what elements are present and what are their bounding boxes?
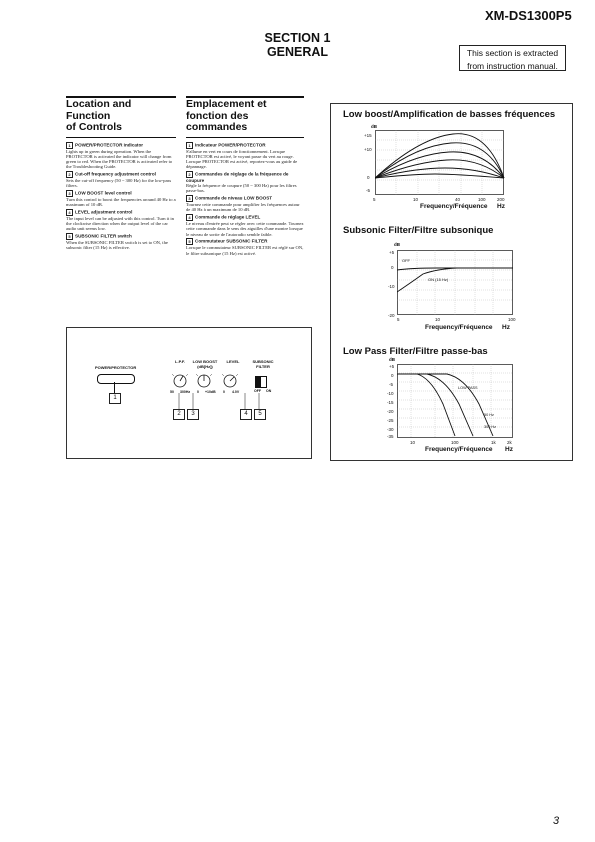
lowpass-ytick-neg25: -25 (387, 418, 394, 423)
english-item-text: The input level can be adjusted with this control. Turn it in the clockwise direction when the output level of the car audio unit seems low. (66, 215, 174, 232)
lowpass-ylabel: dB (389, 357, 395, 362)
lowboost-ytick-neg5: -5 (366, 188, 371, 193)
english-item-number: 1 (66, 142, 73, 149)
switch-off-label: OFF (254, 389, 261, 393)
english-heading-line-1: Location and Function (66, 98, 132, 122)
level-scale-max: 4.0V (232, 390, 240, 394)
english-item-number: 2 (66, 171, 73, 178)
english-item-text: Turn this control to boost the frequencies around 40 Hz to a maximum of 10 dB. (66, 196, 176, 208)
french-item-title (186, 171, 304, 183)
extract-note (459, 45, 566, 71)
lowpass-xunit: Hz (505, 446, 513, 453)
power-label: POWER/PROTECTOR (95, 365, 137, 370)
french-item-title (186, 142, 304, 149)
level-label: LEVEL (226, 359, 240, 364)
lowpass-ytick-neg20: -20 (387, 409, 394, 414)
english-item-title-text: POWER/PROTECTOR indicator (75, 142, 144, 148)
english-heading-line-2: of Controls (66, 121, 122, 133)
french-item-title (186, 195, 304, 202)
french-item-number: 4 (186, 214, 193, 221)
french-item-title-text: Commande de réglage LEVEL (195, 214, 261, 220)
lowboost-label-1: LOW BOOST (192, 359, 218, 364)
lowpass-graph (397, 364, 514, 439)
french-heading-line-2: fonction des commandes (186, 109, 249, 133)
lowboost-title: Low boost/Amplification de basses fréquences (343, 109, 556, 120)
lowboost-xtick-10: 10 (413, 197, 419, 202)
subsonic-label (248, 360, 278, 369)
english-item (66, 171, 176, 188)
switch-on-label: ON (266, 389, 272, 393)
callout-5: 5 (254, 409, 266, 420)
lowboost-label (190, 360, 220, 369)
french-item-title-text: Commandes de réglage de la fréquence de coupure (186, 171, 289, 183)
english-item-title-text: LOW BOOST level control (75, 190, 132, 196)
lowboost-ytick-0: 0 (367, 175, 370, 180)
lpf-scale-max: 300Hz (180, 390, 191, 394)
english-item-text: Sets the cut-off frequency (50 ~ 300 Hz) for the low-pass filters. (66, 177, 172, 189)
french-item (186, 142, 304, 170)
subsonic-ytick-0: 0 (391, 265, 394, 270)
lowboost-graph (375, 130, 505, 196)
subsonic-ytick-20: -20 (388, 313, 395, 318)
french-item (186, 214, 304, 237)
french-item (186, 171, 304, 194)
lowboost-ytick-10: +10 (364, 147, 372, 152)
lowpass-ytick-0: 0 (391, 373, 394, 378)
lowpass-ytick-neg5: -5 (389, 382, 394, 387)
french-column (186, 96, 304, 257)
lowpass-xtick-1k: 1k (491, 440, 496, 445)
level-scale-min: 0 (223, 390, 225, 394)
note-line-1: This section is extracted (466, 48, 559, 58)
page-number: 3 (553, 815, 560, 827)
french-item-text: Lorsque le commutateur SUBSONIC FILTER est réglé sur ON, le filtre subsonique (15 Hz) est activé. (186, 245, 304, 256)
lowpass-ytick-neg30: -30 (387, 427, 394, 432)
lowpass-ytick-neg35: -35 (387, 434, 394, 439)
english-item-text: Lights up in green during operation. When the PROTECTOR is activated the indicator will change from green to red. When the PROTECTOR is activated refer to the Troubleshooting Guide. (66, 148, 173, 170)
subsonic-switch[interactable] (255, 376, 267, 388)
lowpass-label-50hz: 50 Hz (484, 413, 494, 417)
english-item-number: 3 (66, 190, 73, 197)
callout-line-1 (114, 382, 115, 393)
lowpass-xtick-2k: 2k (507, 440, 512, 445)
callout-3: 3 (187, 409, 199, 420)
lowboost-xtick-200: 200 (497, 197, 505, 202)
english-item-title-text: Cut-off frequency adjustment control (75, 171, 156, 177)
lowboost-xtick-40: 40 (455, 197, 461, 202)
subsonic-ytick-5: +5 (389, 250, 395, 255)
lowboost-label-2: (dB[Hz]) (197, 363, 213, 369)
french-item-number: 5 (186, 238, 193, 245)
french-item-text: Le niveau d'entrée peut se régler avec cette commande. Tournez cette commande dans le sens des aiguilles d'une montre lorsque le niveau de sortie de l'autoradio semble faible. (186, 221, 304, 237)
lowpass-label-300hz: 300 Hz (484, 425, 497, 429)
lowpass-ytick-neg15: -15 (387, 400, 394, 405)
english-items (66, 137, 176, 251)
subsonic-ytick-10: -10 (388, 284, 395, 289)
english-item (66, 190, 176, 207)
english-item (66, 142, 176, 170)
french-item-title-text: Commutateur SUBSONIC FILTER (195, 239, 268, 245)
subsonic-xunit: Hz (502, 324, 510, 331)
english-item-title-text: SUBSONIC FILTER switch (75, 233, 132, 239)
boost-scale-max: +10dB (205, 390, 216, 394)
callout-lines (170, 393, 270, 410)
model-number: XM-DS1300P5 (485, 8, 572, 23)
subsonic-xlabel: Frequency/Fréquence (425, 324, 493, 331)
subsonic-xtick-10: 10 (435, 317, 441, 322)
french-heading-line-1: Emplacement et (186, 98, 267, 110)
section-number: SECTION 1 (264, 31, 331, 45)
french-item (186, 238, 304, 255)
lowpass-xtick-100: 100 (451, 440, 459, 445)
french-item-title (186, 238, 304, 245)
lowboost-xunit: Hz (497, 203, 505, 210)
lowboost-xlabel: Frequency/Fréquence (420, 203, 488, 210)
french-item-title-text: Commande de niveau LOW BOOST (195, 195, 273, 201)
lowpass-ytick-neg10: -10 (387, 391, 394, 396)
french-items (186, 137, 304, 256)
french-item-title (186, 214, 304, 221)
lowboost-xtick-100: 100 (478, 197, 486, 202)
english-item-title (66, 209, 176, 216)
subsonic-xtick-100: 100 (508, 317, 516, 322)
subsonic-ylabel: dB (394, 242, 400, 247)
subsonic-xtick-5: 5 (397, 317, 400, 322)
lowpass-xlabel: Frequency/Fréquence (425, 446, 493, 453)
subsonic-label-2: FILTER (256, 363, 270, 369)
subsonic-graph (397, 250, 514, 316)
lowboost-ytick-15: +15 (364, 133, 372, 138)
subsonic-label-1: SUBSONIC (252, 359, 274, 364)
lowpass-title: Low Pass Filter/Filtre passe-bas (343, 346, 488, 357)
switch-lever (256, 377, 261, 387)
french-heading (186, 96, 304, 134)
english-item (66, 233, 176, 250)
callout-4: 4 (240, 409, 252, 420)
french-item (186, 195, 304, 212)
french-item-text: S'allume en vert en cours de fonctionnement. Lorsque PROTECTOR est activé, le voyant passe du vert au rouge. Lorsque PROTECTOR est activé, reportez-vous au guide de dépannage. (186, 148, 298, 170)
lowboost-xtick-5: 5 (373, 197, 376, 202)
english-item-title (66, 142, 176, 149)
french-item-number: 3 (186, 195, 193, 202)
french-item-number: 2 (186, 171, 193, 178)
boost-scale-min: 0 (197, 390, 199, 394)
power-led (97, 374, 135, 384)
english-item-text: When the SUBSONIC FILTER switch is set to ON, the subsonic filter (15 Hz) is effective. (66, 240, 168, 251)
english-item-title (66, 233, 176, 240)
lowpass-label-lowpass: LOW PASS (458, 386, 478, 390)
lpf-scale-min: 50 (170, 390, 174, 394)
french-item-number: 1 (186, 142, 193, 149)
subsonic-title: Subsonic Filter/Filtre subsonique (343, 225, 494, 236)
lowboost-ylabel: dB (371, 124, 377, 129)
callout-2: 2 (173, 409, 185, 420)
french-item-title-text: Indicateur POWER/PROTECTOR (195, 142, 266, 148)
callout-1: 1 (109, 393, 121, 404)
english-item-number: 5 (66, 233, 73, 240)
lowpass-ytick-5: +5 (389, 364, 395, 369)
section-title: GENERAL (266, 45, 329, 59)
english-item-number: 4 (66, 209, 73, 216)
french-item-text: Règle la fréquence de coupure (50 ~ 300 Hz) pour les filtres passe-bas. (186, 183, 297, 194)
english-item-title-text: LEVEL adjustment control (75, 209, 133, 215)
note-line-2: from instruction manual. (467, 60, 558, 71)
lpf-label: L.P.F. (175, 359, 185, 364)
subsonic-label-off: OFF (402, 258, 410, 263)
english-item-title (66, 190, 176, 197)
french-item-text: Tournez cette commande pour amplifier les fréquences autour de 40 Hz à un maximum de 10 dB. (186, 202, 300, 213)
english-item-title (66, 171, 176, 178)
english-heading (66, 96, 176, 134)
lowpass-xtick-10: 10 (410, 440, 416, 445)
subsonic-label-on: ON (15 Hz) (428, 277, 449, 282)
english-item (66, 209, 176, 232)
english-column (66, 96, 176, 252)
